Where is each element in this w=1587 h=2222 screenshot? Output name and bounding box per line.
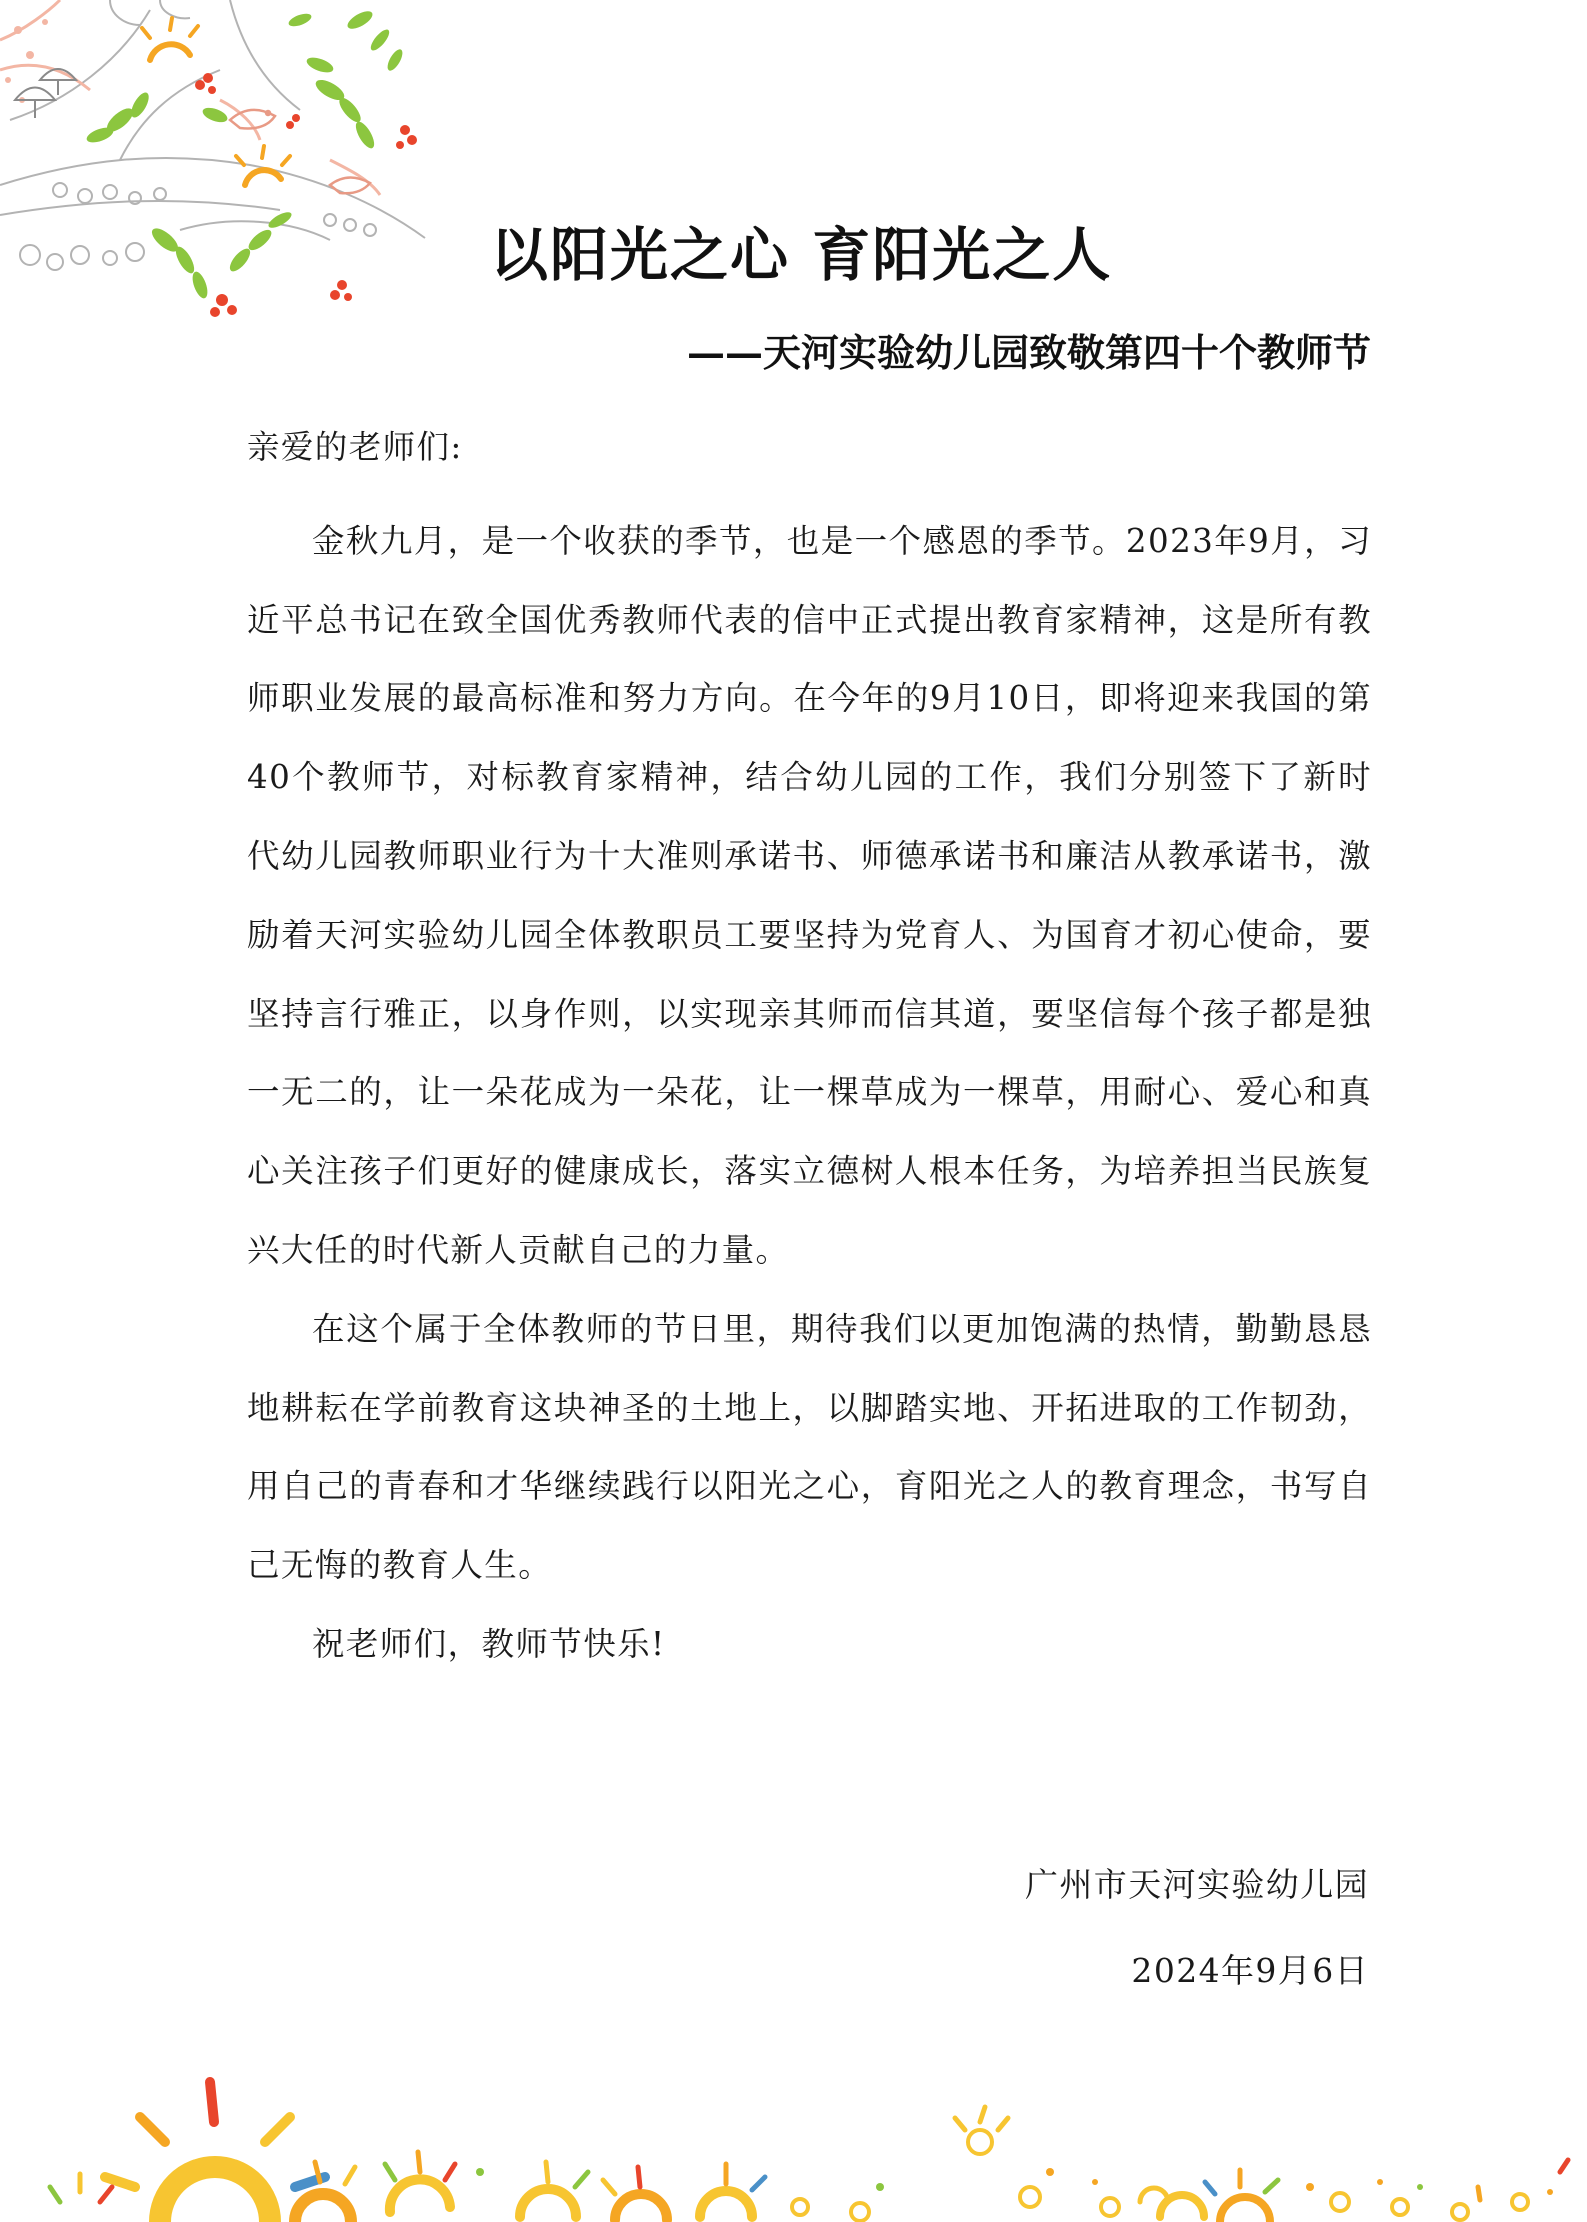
sun-border-illustration	[0, 2022, 1587, 2222]
page-title: 以阳光之心 育阳光之人	[490, 221, 1113, 289]
paragraph-3: 祝老师们，教师节快乐!	[312, 1624, 666, 1663]
page-subtitle: ——天河实验幼儿园致敬第四十个教师节	[686, 330, 1371, 375]
paragraph-1: 金秋九月，是一个收获的季节，也是一个感恩的季节。2023年9月，习近平总书记在致全国优秀教师代表的信中正式提出教育家精神，这是所有教师职业发展的最高标准和努力方向。在今年的9月10日，即将迎来我国的第40个教师节，对标教育家精神，结合幼儿园的工作，我们分别签下了新时代幼儿园教师职业行为十大准则承诺书、师德承诺书和廉洁从教承诺书，激励着天河实验幼儿园全体教职员工要坚持为党育人、为国育才初心使命，要坚持言行雅正，以身作则，以实现亲其师而信其道，要坚信每个孩子都是独一无二的，让一朵花成为一朵花，让一棵草成为一棵草，用耐心、爱心和真心关注孩子们更好的健康成长，落实立德树人根本任务，为培养担当民族复兴大任的时代新人贡献自己的力量。	[247, 521, 1372, 1269]
signature-organization: 广州市天河实验幼儿园	[1025, 1865, 1369, 1904]
signature-block	[1025, 1842, 1369, 2014]
salutation: 亲爱的老师们:	[247, 428, 463, 466]
signature-date: 2024年9月6日	[1131, 1951, 1369, 1990]
paragraph-2: 在这个属于全体教师的节日里，期待我们以更加饱满的热情，勤勤恳恳地耕耘在学前教育这块神圣的土地上，以脚踏实地、开拓进取的工作韧劲，用自己的青春和才华继续践行以阳光之心，育阳光之人的教育理念，书写自己无悔的教育人生。	[247, 1309, 1372, 1585]
letter-body	[247, 408, 1372, 1684]
tree-branch-illustration	[0, 0, 430, 330]
